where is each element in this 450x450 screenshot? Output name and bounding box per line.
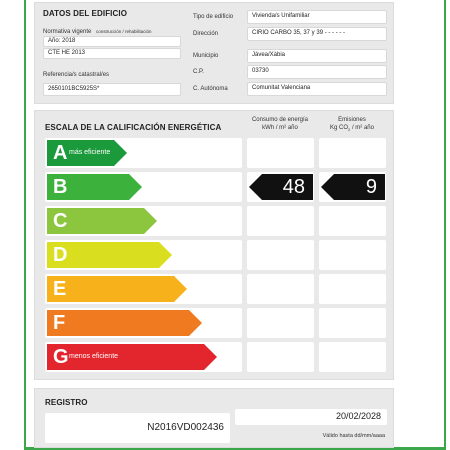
mun-label: Municipio xyxy=(193,53,219,59)
band-letter-a: A xyxy=(53,142,68,164)
building-section-title: DATOS DEL EDIFICIO xyxy=(43,9,128,18)
band-letter-g: G xyxy=(53,346,69,368)
band-caption-g: menos eficiente xyxy=(69,353,119,360)
emisiones-unit-rest: / m² año xyxy=(350,125,374,131)
emisiones-rating-marker-value: 9 xyxy=(365,176,377,198)
ref-label: Referencia/s catastral/es xyxy=(43,72,110,78)
normativa-sub-text: construcción / rehabilitación xyxy=(96,29,152,34)
band-letter-e: E xyxy=(53,278,67,300)
normativa-label xyxy=(43,29,152,35)
consumo-header xyxy=(245,116,315,132)
band-arrow-f xyxy=(47,310,202,336)
emisiones-rating-marker xyxy=(321,174,385,200)
cp-label: C.P. xyxy=(193,69,204,75)
consumo-cell-e xyxy=(247,274,314,304)
emisiones-cell-g xyxy=(319,342,386,372)
tipo-label: Tipo de edificio xyxy=(193,14,234,20)
band-arrow-e xyxy=(47,276,187,302)
registro-panel xyxy=(34,388,394,448)
band-letter-b: B xyxy=(53,176,68,198)
consumo-rating-marker-value: 48 xyxy=(282,176,305,198)
ref-field: 2650101BC5925S* xyxy=(43,83,181,96)
emisiones-header-line2 xyxy=(317,124,387,134)
consumo-rating-marker xyxy=(249,174,313,200)
emisiones-cell-a xyxy=(319,138,386,168)
emisiones-cell-d xyxy=(319,240,386,270)
frame-right-border xyxy=(444,0,446,450)
building-data-panel xyxy=(34,2,394,104)
valid-date-label: Válido hasta dd/mm/aaaa xyxy=(322,433,385,439)
emisiones-header xyxy=(317,116,387,134)
frame-left-border xyxy=(24,0,26,450)
emisiones-cell-c xyxy=(319,206,386,236)
band-arrow-d xyxy=(47,242,172,268)
consumo-cell-g xyxy=(247,342,314,372)
emisiones-header-line1: Emisiones xyxy=(338,117,366,123)
consumo-cell-a xyxy=(247,138,314,168)
valid-date-field: 20/02/2028 xyxy=(235,409,387,425)
dir-field: CIRIO CARBO 35, 37 y 39 - - - - - - xyxy=(247,27,387,41)
consumo-cell-f xyxy=(247,308,314,338)
band-letter-f: F xyxy=(53,312,66,334)
consumo-cell-c xyxy=(247,206,314,236)
consumo-header-line2: kWh / m² año xyxy=(262,125,298,131)
band-caption-a: más eficiente xyxy=(69,149,111,156)
scale-title: ESCALA DE LA CALIFICACIÓN ENERGÉTICA xyxy=(45,123,222,132)
ca-label: C. Autónoma xyxy=(193,86,228,92)
norm-field: CTE HE 2013 xyxy=(43,48,181,59)
dir-label: Dirección xyxy=(193,31,219,37)
energy-scale-panel xyxy=(34,110,394,380)
normativa-label-text: Normativa vigente xyxy=(43,29,92,35)
tipo-field: Vivienda/s Unifamiliar xyxy=(247,10,387,24)
emisiones-cell-e xyxy=(319,274,386,304)
emisiones-cell-f xyxy=(319,308,386,338)
band-arrow-c xyxy=(47,208,157,234)
ca-field: Comunitat Valenciana xyxy=(247,82,387,96)
emisiones-unit-sub: 2 xyxy=(348,127,351,133)
band-letter-c: C xyxy=(53,210,68,232)
cp-field: 03730 xyxy=(247,65,387,79)
registro-number-field: N2016VD002436 xyxy=(45,413,230,443)
year-field: Año: 2018 xyxy=(43,36,181,47)
emisiones-unit-kgco: Kg CO xyxy=(330,125,349,131)
mun-field: Jávea/Xàbia xyxy=(247,49,387,63)
registro-title: REGISTRO xyxy=(45,398,88,407)
consumo-header-line1: Consumo de energía xyxy=(251,117,309,123)
band-arrow-a xyxy=(47,140,127,166)
consumo-cell-d xyxy=(247,240,314,270)
band-letter-d: D xyxy=(53,244,68,266)
band-arrow-g xyxy=(47,344,217,370)
band-arrow-b xyxy=(47,174,142,200)
